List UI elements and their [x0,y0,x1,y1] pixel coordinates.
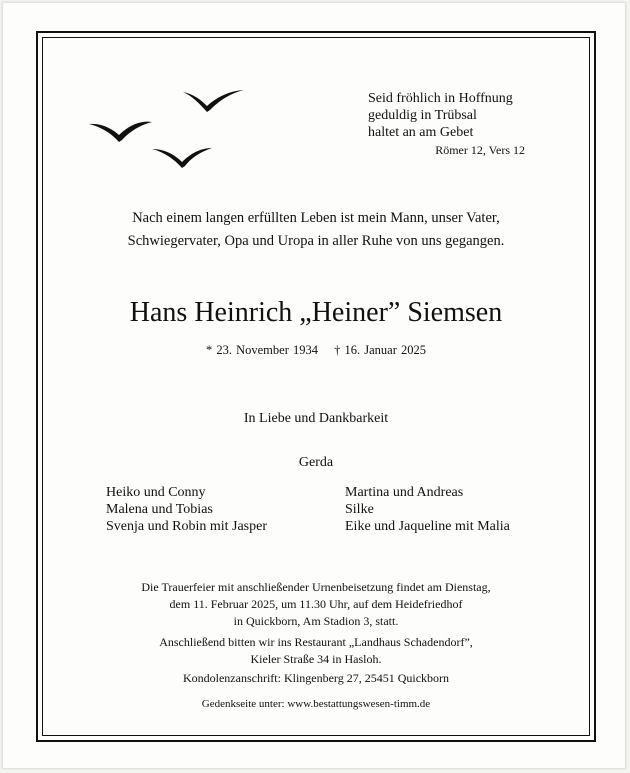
intro-text [42,207,590,253]
family-member: Heiko und Conny [106,485,206,500]
flying-birds-icon [86,82,248,168]
spouse-name: Gerda [298,455,334,470]
family-member: Svenja und Robin mit Jasper [106,519,267,534]
restaurant-invitation [42,634,590,668]
bird-icon [183,90,244,112]
deceased-name: Hans Heinrich „Heiner” Siemsen [129,297,503,328]
funeral-line: in Quickborn, Am Stadion 3, statt. [233,614,399,628]
family-list-right [345,484,510,535]
bible-verse [368,90,538,159]
intro-line: Nach einem langen erfüllten Leben ist mein Mann, unser Vater, [132,210,500,226]
condolence-address: Kondolenzanschrift: Klingenberg 27, 25451 Quickborn [182,671,450,685]
farewell-line: In Liebe und Dankbarkeit [243,411,389,426]
memorial-page-link: Gedenkseite unter: www.bestattungswesen-timm.de [201,698,431,710]
family-member: Malena und Tobias [106,502,213,517]
life-dates [42,343,590,358]
funeral-line: Die Trauerfeier mit anschließender Urnenbeisetzung findet am Dienstag, [141,580,491,594]
family-member: Silke [345,502,374,517]
verse-reference: Römer 12, Vers 12 [435,143,525,157]
verse-line: Seid fröhlich in Hoffnung [368,91,513,106]
restaurant-line: Kieler Straße 34 in Hasloh. [250,652,382,666]
birth-date: * 23. November 1934 [205,343,318,357]
death-date: † 16. Januar 2025 [334,343,426,357]
family-member: Eike und Jaqueline mit Malia [345,519,510,534]
funeral-details [42,579,590,630]
restaurant-line: Anschließend bitten wir ins Restaurant „Landhaus Schadendorf”, [159,635,473,649]
bird-icon [89,122,152,142]
bird-icon [152,148,212,168]
verse-line: haltet an am Gebet [368,125,474,140]
family-member: Martina und Andreas [345,485,464,500]
intro-line: Schwiegervater, Opa und Uropa in aller Ruhe von uns gegangen. [127,233,505,249]
funeral-line: dem 11. Februar 2025, um 11.30 Uhr, auf dem Heidefriedhof [169,597,463,611]
verse-line: geduldig in Trübsal [368,108,477,123]
family-list-left [106,484,267,535]
